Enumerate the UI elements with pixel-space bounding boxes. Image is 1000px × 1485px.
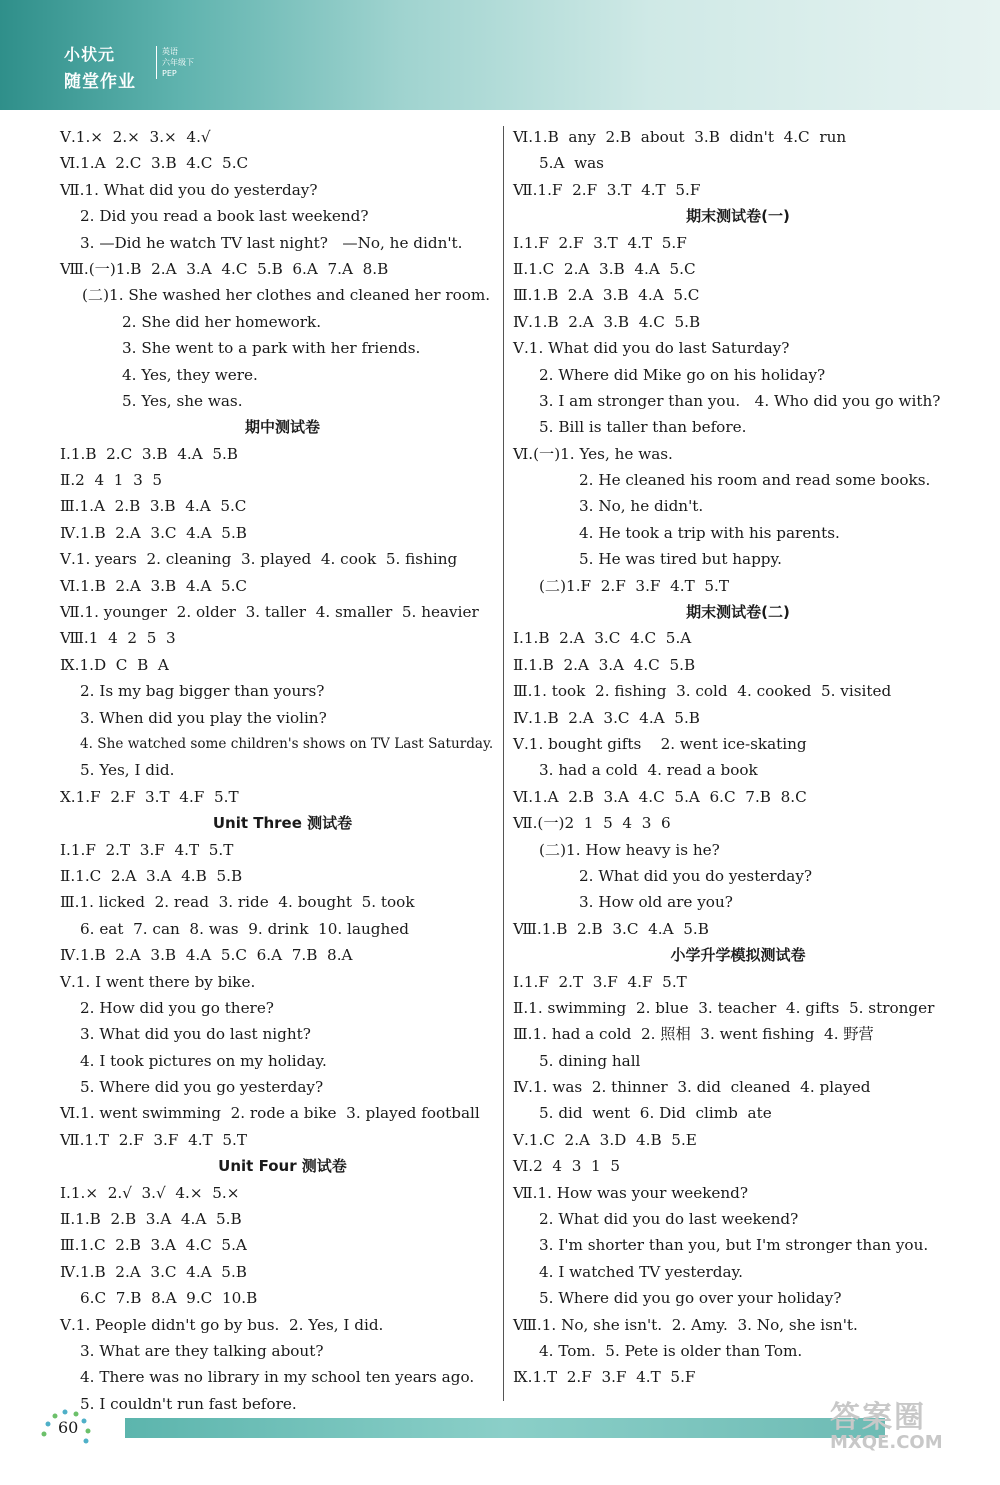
answer-line: Ⅷ.1 4 2 5 3: [60, 629, 176, 648]
answer-line: Ⅶ.(一)2 1 5 4 3 6: [513, 814, 671, 833]
answer-line: 3. How old are you?: [579, 893, 733, 912]
answer-line: Ⅵ.1. went swimming 2. rode a bike 3. played football: [60, 1104, 480, 1123]
answer-line: 3. I am stronger than you. 4. Who did you go with?: [539, 391, 941, 410]
answer-line: Ⅳ.1.B 2.A 3.C 4.A 5.B: [60, 523, 247, 542]
answer-column-right: [513, 124, 963, 1391]
answer-line: 5.A was: [539, 154, 604, 173]
answer-line: Ⅵ.1.B any 2.B about 3.B didn't 4.C run: [513, 128, 847, 146]
answer-line: 3. When did you play the violin?: [80, 708, 327, 727]
answer-line: 3. —Did he watch TV last night? —No, he didn't.: [80, 233, 463, 252]
watermark-logo: [830, 1392, 943, 1453]
answer-line: 2. What did you do yesterday?: [579, 866, 813, 885]
answer-line: Ⅰ.1.F 2.T 3.F 4.F 5.T: [513, 972, 687, 991]
answer-line: (二)1. She washed her clothes and cleaned her room.: [82, 286, 491, 305]
answer-line: Ⅹ.1.F 2.F 3.T 4.F 5.T: [60, 787, 239, 806]
answer-line: 2. He cleaned his room and read some books.: [579, 471, 931, 490]
answer-line: 5. Where did you go yesterday?: [80, 1078, 324, 1097]
answer-line: Ⅶ.1. younger 2. older 3. taller 4. smaller 5. heavier: [60, 603, 479, 622]
answer-line: Ⅵ.2 4 3 1 5: [513, 1157, 621, 1176]
answer-line: 6. eat 7. can 8. was 9. drink 10. laughed: [80, 919, 409, 938]
answer-line: 5. dining hall: [539, 1051, 641, 1070]
answer-line: Ⅱ.1.B 2.A 3.A 4.C 5.B: [513, 655, 696, 674]
answer-line: Ⅰ.1.F 2.T 3.F 4.T 5.T: [60, 840, 234, 859]
section-title: 期末测试卷(一): [686, 207, 790, 226]
answer-line: 2. Where did Mike go on his holiday?: [539, 365, 826, 384]
section-title: 期中测试卷: [244, 418, 320, 437]
answer-line: Ⅳ.1.B 2.A 3.B 4.C 5.B: [513, 312, 701, 331]
section-title: 期末测试卷(二): [686, 603, 790, 622]
answer-line: Ⅴ.1. What did you do last Saturday?: [513, 339, 790, 358]
answer-line: 3. What are they talking about?: [80, 1341, 324, 1360]
page-number: 60: [58, 1418, 79, 1437]
answer-line: Ⅷ.1. No, she isn't. 2. Amy. 3. No, she isn't.: [513, 1315, 858, 1334]
answer-line: 5. Bill is taller than before.: [539, 418, 747, 437]
answer-line: Ⅶ.1.T 2.F 3.F 4.T 5.T: [60, 1130, 247, 1149]
grade-label: 六年级下: [162, 58, 194, 67]
answer-line: Ⅵ.1.A 2.B 3.A 4.C 5.A 6.C 7.B 8.C: [513, 787, 807, 806]
answer-line: 2. How did you go there?: [80, 998, 274, 1017]
answer-line: Ⅱ.1.C 2.A 3.B 4.A 5.C: [513, 259, 696, 278]
footer-band: [125, 1418, 885, 1438]
answer-line: Ⅴ.1. bought gifts 2. went ice-skating: [513, 734, 807, 753]
answer-line: 5. Yes, she was.: [122, 391, 243, 410]
answer-line: 3. No, he didn't.: [579, 497, 704, 516]
answer-line: Ⅳ.1.B 2.A 3.B 4.A 5.C 6.A 7.B 8.A: [60, 946, 353, 965]
answer-line: Ⅴ.1. years 2. cleaning 3. played 4. cook 5. fishing: [60, 550, 458, 569]
page-header-band: [0, 0, 1000, 110]
answer-line: Ⅸ.1.T 2.F 3.F 4.T 5.F: [513, 1368, 696, 1387]
answer-line: Ⅲ.1.B 2.A 3.B 4.A 5.C: [513, 286, 700, 305]
answer-line: 4. Tom. 5. Pete is older than Tom.: [539, 1341, 803, 1360]
answer-line: 3. She went to a park with her friends.: [122, 339, 421, 358]
watermark-line2: MXQE.COM: [830, 1432, 943, 1453]
column-divider: [503, 126, 504, 1401]
section-title: 小学升学模拟测试卷: [670, 946, 806, 965]
answer-line: 4. There was no library in my school ten years ago.: [80, 1368, 475, 1387]
answer-line: Ⅵ.1.A 2.C 3.B 4.C 5.C: [60, 154, 249, 173]
answer-line: Ⅰ.1.B 2.C 3.B 4.A 5.B: [60, 444, 238, 463]
answer-line: Ⅶ.1.F 2.F 3.T 4.T 5.F: [513, 180, 701, 199]
answer-line: Ⅲ.1.A 2.B 3.B 4.A 5.C: [60, 497, 247, 516]
answer-line: 5. did went 6. Did climb ate: [539, 1104, 772, 1123]
answer-line: Ⅵ.(一)1. Yes, he was.: [513, 444, 673, 463]
answer-line: Ⅴ.1.C 2.A 3.D 4.B 5.E: [513, 1130, 697, 1149]
answer-line: 3. had a cold 4. read a book: [539, 761, 758, 780]
brand-line2: 随堂作业: [64, 72, 136, 92]
edition-label: PEP: [162, 69, 177, 78]
answer-line: 2. Is my bag bigger than yours?: [80, 682, 325, 701]
answer-line: 4. I took pictures on my holiday.: [80, 1051, 327, 1070]
answer-line: Ⅶ.1. How was your weekend?: [513, 1183, 749, 1202]
answer-line: Ⅲ.1. had a cold 2. 照相 3. went fishing 4. 野营: [513, 1025, 874, 1044]
answer-line: 6.C 7.B 8.A 9.C 10.B: [80, 1289, 258, 1308]
answer-line: (二)1.F 2.F 3.F 4.T 5.T: [539, 576, 729, 595]
section-title: Unit Four 测试卷: [218, 1157, 347, 1176]
answer-line: Ⅵ.1.B 2.A 3.B 4.A 5.C: [60, 576, 248, 595]
book-meta: [156, 46, 194, 79]
answer-line: Ⅰ.1.× 2.√ 3.√ 4.× 5.×: [60, 1183, 240, 1202]
answer-line: Ⅰ.1.F 2.F 3.T 4.T 5.F: [513, 233, 687, 252]
answer-line: Ⅴ.1.× 2.× 3.× 4.√: [60, 128, 211, 146]
brand-logo: [64, 42, 136, 92]
answer-line: Ⅳ.1. was 2. thinner 3. did cleaned 4. played: [513, 1078, 871, 1097]
answer-line: Ⅶ.1. What did you do yesterday?: [60, 180, 318, 199]
answer-line: 5. He was tired but happy.: [579, 550, 782, 569]
answer-line: Ⅷ.1.B 2.B 3.C 4.A 5.B: [513, 919, 709, 938]
answer-column-left: [60, 124, 505, 1417]
answer-line: 5. Where did you go over your holiday?: [539, 1289, 842, 1308]
answer-line: Ⅱ.1.B 2.B 3.A 4.A 5.B: [60, 1210, 242, 1229]
answer-line: Ⅳ.1.B 2.A 3.C 4.A 5.B: [60, 1262, 247, 1281]
answer-line: 3. I'm shorter than you, but I'm stronger than you.: [539, 1236, 929, 1255]
answer-line: 5. I couldn't run fast before.: [80, 1394, 297, 1413]
answer-line: 4. Yes, they were.: [122, 365, 258, 384]
answer-line: Ⅷ.(一)1.B 2.A 3.A 4.C 5.B 6.A 7.A 8.B: [60, 259, 389, 278]
answer-line: Ⅱ.1.C 2.A 3.A 4.B 5.B: [60, 866, 243, 885]
answer-line: 5. Yes, I did.: [80, 761, 175, 780]
answer-line: (二)1. How heavy is he?: [539, 840, 720, 859]
answer-line: 2. She did her homework.: [122, 312, 322, 331]
answer-line: Ⅰ.1.B 2.A 3.C 4.C 5.A: [513, 629, 692, 648]
answer-line: 2. Did you read a book last weekend?: [80, 207, 369, 226]
watermark-line1: 答案圈: [830, 1400, 926, 1435]
answer-line: 4. He took a trip with his parents.: [579, 523, 840, 542]
answer-line: Ⅳ.1.B 2.A 3.C 4.A 5.B: [513, 708, 700, 727]
section-title: Unit Three 测试卷: [212, 814, 353, 833]
answer-line: 4. She watched some children's shows on TV Last Saturday.: [80, 735, 494, 752]
subject-label: 英语: [162, 47, 178, 56]
answer-line: Ⅲ.1.C 2.B 3.A 4.C 5.A: [60, 1236, 247, 1255]
answer-line: Ⅱ.1. swimming 2. blue 3. teacher 4. gifts 5. stronger: [513, 998, 935, 1017]
answer-line: Ⅴ.1. I went there by bike.: [60, 972, 256, 991]
answer-line: 2. What did you do last weekend?: [539, 1210, 799, 1229]
answer-line: Ⅴ.1. People didn't go by bus. 2. Yes, I did.: [60, 1315, 384, 1334]
brand-line1: 小状元: [64, 45, 116, 64]
answer-line: Ⅲ.1. took 2. fishing 3. cold 4. cooked 5. visited: [513, 682, 892, 701]
answer-line: Ⅲ.1. licked 2. read 3. ride 4. bought 5. took: [60, 893, 415, 912]
answer-line: 3. What did you do last night?: [80, 1025, 311, 1044]
answer-line: Ⅱ.2 4 1 3 5: [60, 471, 163, 490]
answer-line: Ⅸ.1.D C B A: [60, 655, 169, 674]
answer-line: 4. I watched TV yesterday.: [539, 1262, 743, 1281]
